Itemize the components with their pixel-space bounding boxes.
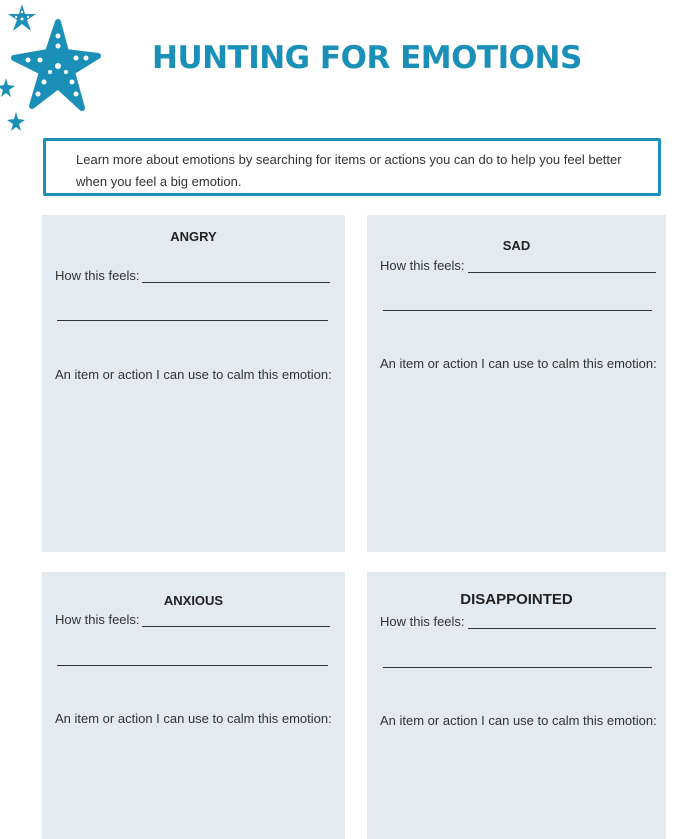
calm-label: An item or action I can use to calm this emotion: <box>380 356 657 371</box>
feels-label: How this feels: <box>55 268 140 283</box>
feels-answer-line-2[interactable] <box>383 310 652 311</box>
intro-box <box>43 138 661 196</box>
feels-label: How this feels: <box>380 614 465 629</box>
tiny-starfish-icon <box>0 78 25 131</box>
emotion-card-anxious <box>42 572 345 839</box>
feels-label: How this feels: <box>380 258 465 273</box>
emotion-card-angry <box>42 215 345 552</box>
feels-answer-line[interactable] <box>142 626 330 627</box>
feels-answer-line-2[interactable] <box>383 667 652 668</box>
emotion-card-sad <box>367 215 666 552</box>
starfish-icon <box>14 22 98 108</box>
emotion-card-disappointed <box>367 572 666 839</box>
intro-text: Learn more about emotions by searching for items or actions you can do to help you feel better when you feel a big emotion. <box>76 152 622 189</box>
feels-answer-line[interactable] <box>468 272 656 273</box>
calm-label: An item or action I can use to calm this emotion: <box>55 711 332 726</box>
feels-label: How this feels: <box>55 612 140 627</box>
page-title: HUNTING FOR EMOTIONS <box>152 40 582 76</box>
emotion-name: SAD <box>502 238 531 253</box>
emotion-name: ANXIOUS <box>163 593 224 608</box>
calm-label: An item or action I can use to calm this emotion: <box>380 713 657 728</box>
emotion-name: DISAPPOINTED <box>460 591 573 608</box>
feels-answer-line[interactable] <box>468 628 656 629</box>
small-starfish-icon <box>8 4 36 31</box>
feels-answer-line-2[interactable] <box>57 665 328 666</box>
starfish-decoration <box>0 0 120 140</box>
feels-answer-line-2[interactable] <box>57 320 328 321</box>
emotion-name: ANGRY <box>170 229 217 244</box>
calm-label: An item or action I can use to calm this emotion: <box>55 367 332 382</box>
feels-answer-line[interactable] <box>142 282 330 283</box>
